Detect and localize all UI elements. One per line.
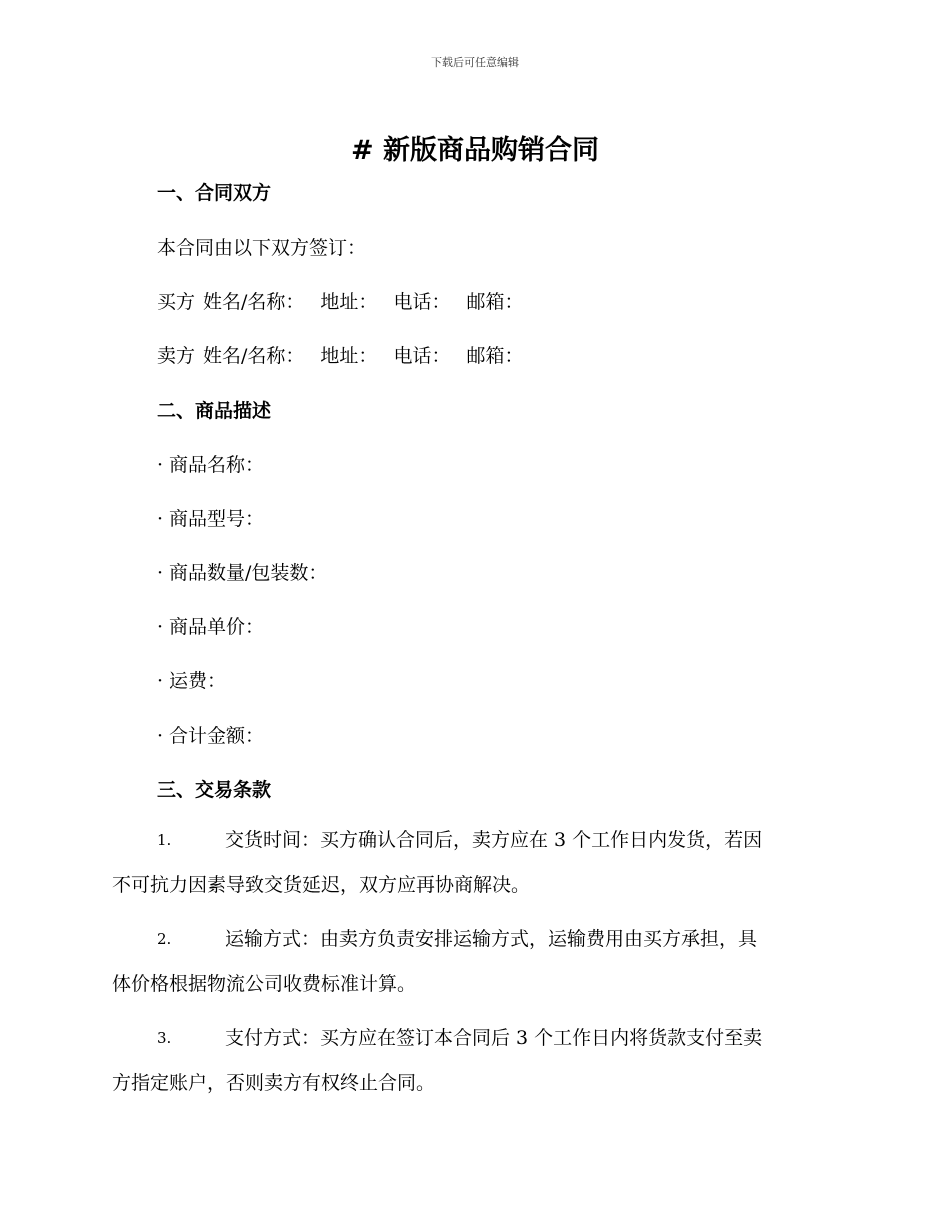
list-item <box>157 558 327 585</box>
item-label: 运费： <box>169 670 227 692</box>
buyer-phone-field: 电话： <box>393 291 451 313</box>
term-number: 2. <box>157 930 172 948</box>
list-item <box>157 504 264 531</box>
bullet-icon: · <box>157 508 164 530</box>
buyer-info-line <box>157 287 539 314</box>
term-item-3 <box>112 1016 837 1106</box>
section1-intro: 本合同由以下双方签订： <box>157 237 367 259</box>
term-line-first <box>112 1016 837 1061</box>
seller-name-field: 姓名/名称： <box>203 345 305 367</box>
term-text: 交货时间：买方确认合同后，卖方应在 3 个工作日内发货，若因 <box>225 829 763 851</box>
term-text: 支付方式：买方应在签订本合同后 3 个工作日内将货款支付至卖 <box>225 1027 763 1049</box>
item-label: 商品名称： <box>169 454 265 476</box>
buyer-email-field: 邮箱： <box>466 291 524 313</box>
list-item <box>157 721 264 748</box>
term-number: 1. <box>157 831 172 849</box>
list-item <box>157 612 264 639</box>
term-item-1 <box>112 818 837 908</box>
document-title: # 新版商品购销合同 <box>350 135 600 166</box>
term-line-continued: 不可抗力因素导致交货延迟，双方应再协商解决。 <box>112 874 531 896</box>
term-line-first <box>112 917 837 962</box>
section3-heading: 三、交易条款 <box>157 779 272 801</box>
term-line-continued: 方指定账户，否则卖方有权终止合同。 <box>112 1072 436 1094</box>
seller-address-field: 地址： <box>320 345 378 367</box>
seller-role: 卖方 <box>157 345 196 367</box>
term-line-first <box>112 818 837 863</box>
item-label: 商品数量/包装数： <box>169 562 328 584</box>
list-item <box>157 666 226 693</box>
bullet-icon: · <box>157 616 164 638</box>
buyer-address-field: 地址： <box>320 291 378 313</box>
term-number: 3. <box>157 1029 172 1047</box>
seller-info-line <box>157 341 539 368</box>
term-text: 运输方式：由卖方负责安排运输方式，运输费用由买方承担，具 <box>225 928 758 950</box>
seller-email-field: 邮箱： <box>466 345 524 367</box>
term-item-2 <box>112 917 837 1007</box>
list-item <box>157 450 264 477</box>
seller-phone-field: 电话： <box>393 345 451 367</box>
bullet-icon: · <box>157 670 164 692</box>
header-note: 下载后可任意编辑 <box>431 56 519 69</box>
buyer-role: 买方 <box>157 291 196 313</box>
section2-heading: 二、商品描述 <box>157 400 272 422</box>
buyer-name-field: 姓名/名称： <box>203 291 305 313</box>
bullet-icon: · <box>157 454 164 476</box>
item-label: 合计金额： <box>169 725 265 747</box>
term-line-continued: 体价格根据物流公司收费标准计算。 <box>112 973 417 995</box>
item-label: 商品型号： <box>169 508 265 530</box>
item-label: 商品单价： <box>169 616 265 638</box>
section1-heading: 一、合同双方 <box>157 182 272 204</box>
bullet-icon: · <box>157 562 164 584</box>
bullet-icon: · <box>157 725 164 747</box>
